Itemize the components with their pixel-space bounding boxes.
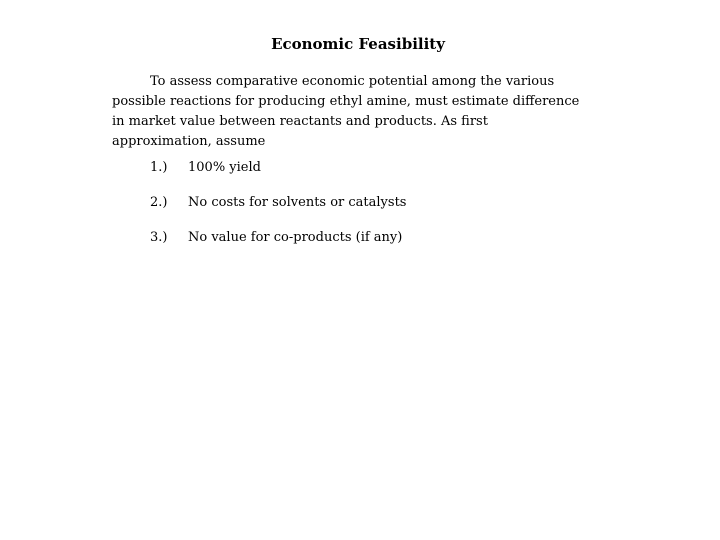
assumption-item <box>150 228 406 248</box>
intro-line: To assess comparative economic potential among the various <box>150 74 555 89</box>
assumption-text: 100% yield <box>188 160 261 175</box>
intro-paragraph <box>112 72 602 152</box>
slide-title: Economic Feasibility <box>271 35 445 53</box>
assumption-number: 1.) <box>150 160 168 175</box>
assumption-list <box>150 158 406 263</box>
intro-line: in market value between reactants and products. As first <box>112 114 488 129</box>
assumption-item <box>150 193 406 213</box>
assumption-text: No costs for solvents or catalysts <box>188 195 407 210</box>
assumption-number: 3.) <box>150 230 168 245</box>
intro-line: approximation, assume <box>112 134 266 149</box>
intro-line: possible reactions for producing ethyl amine, must estimate difference <box>112 94 580 109</box>
assumption-text: No value for co-products (if any) <box>188 230 403 245</box>
assumption-number: 2.) <box>150 195 168 210</box>
assumption-item <box>150 158 406 178</box>
